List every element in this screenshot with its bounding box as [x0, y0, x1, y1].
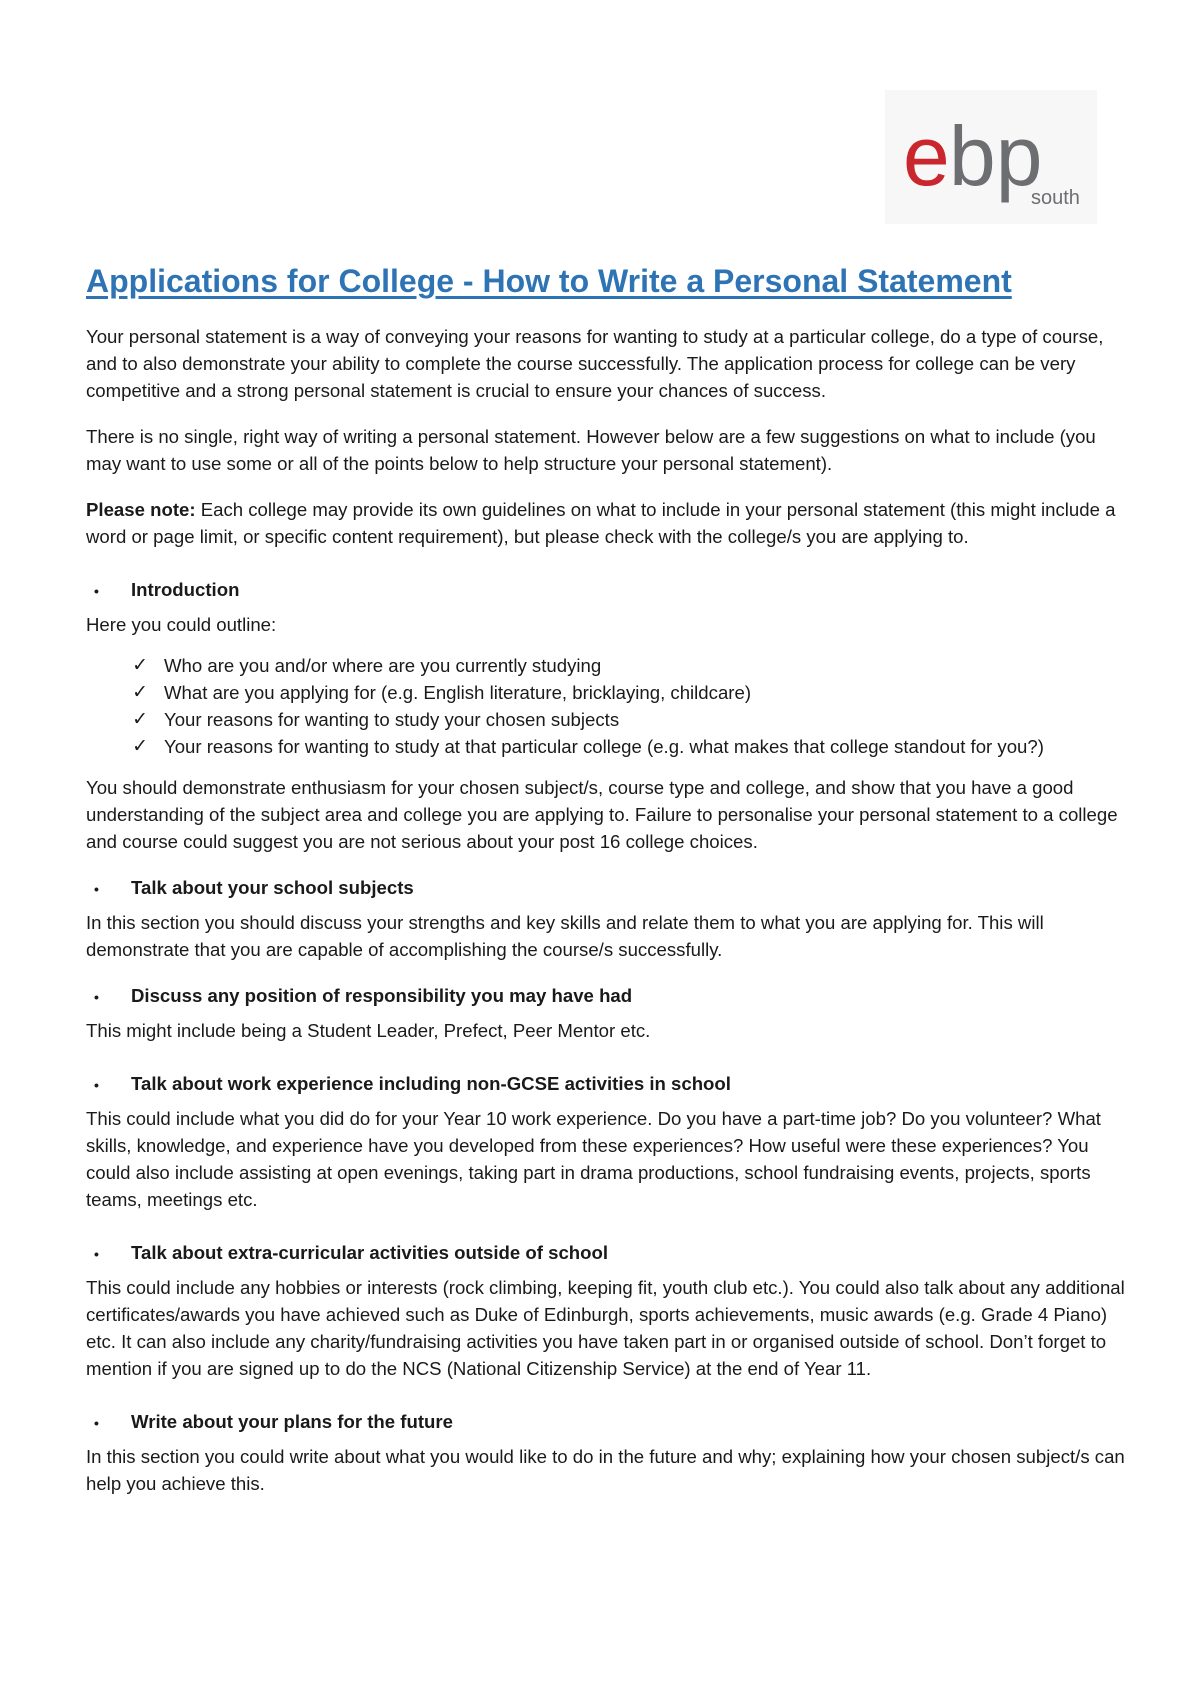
school-subjects-body: In this section you should discuss your strengths and key skills and relate them to what you are applying for. This will demonstrate that you are capable of accomplishing the course/s successfully. — [86, 912, 1044, 960]
checklist-item — [86, 679, 1126, 706]
section-heading-text: Introduction — [131, 579, 240, 600]
section-heading-school-subjects — [86, 874, 1126, 903]
logo-e: e — [903, 109, 950, 203]
checklist-item-text: Who are you and/or where are you currently studying — [164, 655, 602, 676]
checklist-item-text: What are you applying for (e.g. English literature, bricklaying, childcare) — [164, 682, 752, 703]
document-body — [86, 258, 1126, 1516]
bullet-icon: • — [94, 989, 99, 1005]
checkmark-icon: ✓ — [132, 682, 148, 703]
please-note-text: Each college may provide its own guidelines on what to include in your personal statement (this might include a word or page limit, or specific content requirement), but please check with the college/s you are applying to. — [86, 499, 1116, 547]
checkmark-icon: ✓ — [132, 709, 148, 730]
section-heading-introduction — [86, 576, 1126, 605]
section-heading-text: Discuss any position of responsibility you may have had — [131, 985, 633, 1006]
bullet-icon: • — [94, 583, 99, 599]
checklist-item-text: Your reasons for wanting to study your chosen subjects — [164, 709, 620, 730]
checklist-item — [86, 706, 1126, 733]
bullet-icon: • — [94, 1077, 99, 1093]
section-heading-text: Write about your plans for the future — [131, 1411, 453, 1432]
checklist-item-text: Your reasons for wanting to study at that particular college (e.g. what makes that college standout for you?) — [164, 736, 1044, 757]
checkmark-icon: ✓ — [132, 736, 148, 757]
introduction-body: You should demonstrate enthusiasm for your chosen subject/s, course type and college, and show that you have a good understanding of the subject area and college you are applying to. Failure to personalise your personal statement to a college and course could suggest you are not serious about your post 16 college choices. — [86, 777, 1118, 852]
intro-paragraph-1: Your personal statement is a way of conveying your reasons for wanting to study at a particular college, do a type of course, and to also demonstrate your ability to complete the course successfully. The application process for college can be very competitive and a strong personal statement is crucial to ensure your chances of success. — [86, 326, 1104, 401]
please-note-label: Please note: — [86, 499, 196, 520]
logo-bp: bp — [949, 109, 1043, 203]
checklist-item — [86, 652, 1126, 679]
bullet-icon: • — [94, 881, 99, 897]
section-heading-extra-curricular — [86, 1239, 1126, 1268]
checkmark-icon: ✓ — [132, 655, 148, 676]
extra-curricular-body: This could include any hobbies or interests (rock climbing, keeping fit, youth club etc.). You could also talk about any additional certificates/awards you have achieved such as Duke of Edinburgh, sports achievements, music awards (e.g. Grade 4 Piano) etc. It can also include any charity/fundraising activities you have taken part in or organised outside of school. Don’t forget to mention if you are signed up to do the NCS (National Citizenship Service) at the end of Year 11. — [86, 1277, 1125, 1379]
introduction-lead: Here you could outline: — [86, 614, 277, 635]
section-heading-work-experience — [86, 1070, 1126, 1099]
logo-south: south — [1031, 187, 1080, 209]
bullet-icon: • — [94, 1415, 99, 1431]
work-experience-body: This could include what you did do for your Year 10 work experience. Do you have a part-time job? Do you volunteer? What skills, knowledge, and experience have you developed from these experiences? How useful were these experiences? You could also include assisting at open evenings, taking part in drama productions, school fundraising events, projects, sports teams, meetings etc. — [86, 1108, 1101, 1210]
checklist-item — [86, 733, 1126, 760]
section-heading-text: Talk about work experience including non-GCSE activities in school — [131, 1073, 731, 1094]
intro-paragraph-2: There is no single, right way of writing a personal statement. However below are a few suggestions on what to include (you may want to use some or all of the points below to help structure your personal statement). — [86, 426, 1096, 474]
section-heading-text: Talk about extra-curricular activities outside of school — [131, 1242, 609, 1263]
section-heading-responsibility — [86, 982, 1126, 1011]
bullet-icon: • — [94, 1246, 99, 1262]
section-heading-text: Talk about your school subjects — [131, 877, 414, 898]
please-note-paragraph — [86, 496, 1126, 550]
future-plans-body: In this section you could write about what you would like to do in the future and why; explaining how your chosen subject/s can help you achieve this. — [86, 1446, 1125, 1494]
page-title: Applications for College - How to Write a Personal Statement — [86, 263, 1012, 299]
responsibility-body: This might include being a Student Leader, Prefect, Peer Mentor etc. — [86, 1020, 651, 1041]
ebp-south-logo — [885, 90, 1097, 224]
section-heading-future-plans — [86, 1408, 1126, 1437]
introduction-checklist — [86, 652, 1126, 760]
